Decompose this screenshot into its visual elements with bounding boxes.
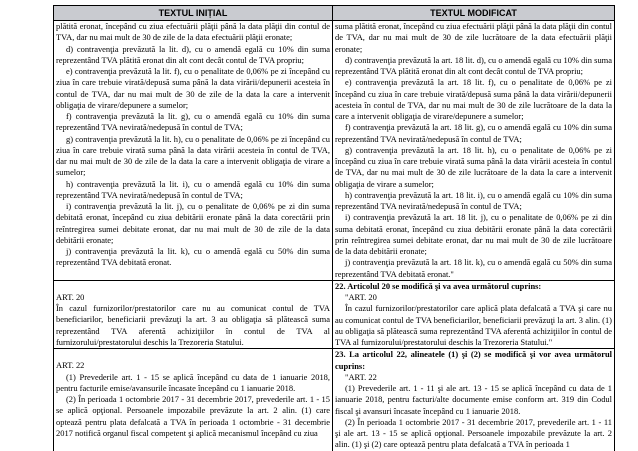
table-row — [54, 349, 615, 451]
header-row — [54, 6, 615, 21]
paragraph: g) contravenţia prevăzută la art. 18 lit. h), cu o penalitate de 0,06% pe zi începând cu ziua în care trebuie virată suma până la data virării acesteia în contul de TVA, dar nu mai mult de 30 de zile lucrătoare de la data la care a intervenit obligaţia de virare a sumelor; — [335, 144, 612, 189]
article-heading: "ART. 22 — [345, 371, 377, 382]
paragraph: d) contravenţia prevăzută la lit. d), cu o amendă egală cu 10% din suma reprezentând TVA plătită eronat din alt cont decât contul de TVA propriu; — [56, 43, 330, 65]
paragraph: e) contravenţia prevăzută la art. 18 lit. f), cu o penalitate de 0,06% pe zi începând cu ziua în care trebuie virată/depusă suma până la data virării/depunerii acesteia în contul de TVA, dar nu mai mult de 30 de zile lucrătoare de la data la care a intervenit obligaţia de virare/depunere a sumelor; — [335, 77, 612, 121]
amendment-title: 23. La articolul 22, alineatele (1) şi (2) se modifică şi vor avea următorul cuprins: — [335, 349, 612, 371]
paragraph: (1) Prevederile art. 1 - 11 şi ale art. 13 - 15 se aplică începând cu data de 1 ianuarie 2018, pentru facturi/alte documente emise conform art. 319 din Codul fiscal şi avansuri încasate începând cu 1 ianuarie 2018. — [335, 383, 612, 416]
paragraph: j) contravenţia prevăzută la art. 18 lit. k), cu o amendă egală cu 50% din suma reprezentând TVA debitată eronat." — [335, 257, 612, 279]
paragraph: d) contravenţia prevăzută la art. 18 lit. d), cu o amendă egală cu 10% din suma reprezentând TVA plătită eronat din alt cont decât contul de TVA propriu; — [335, 54, 612, 76]
paragraph: i) contravenţia prevăzută la lit. j), cu o penalitate de 0,06% pe zi din suma debitată eronat, începând cu ziua debitării eronate până la data corectării prin reîntregirea sumei debitate eronat, dar nu mai mult de 30 de zile de la data debitării eronate; — [56, 201, 330, 245]
paragraph: g) contravenţia prevăzută la lit. h), cu o penalitate de 0,06% pe zi începând cu ziua în care trebuie virată suma până la data virării acesteia în contul de TVA, dar nu mai mult de 30 de zile de la data la care a intervenit obligaţia de virare a sumelor; — [56, 133, 330, 178]
header-initial-text: TEXTUL INIȚIAL — [54, 6, 333, 21]
paragraph: h) contravenţia prevăzută la lit. i), cu o amendă egală cu 10% din suma reprezentând TVA nevirată/nedepusă în contul de TVA; — [56, 178, 330, 200]
spacer — [56, 281, 330, 292]
paragraph: f) contravenţia prevăzută la lit. g), cu o amendă egală cu 10% din suma reprezentând TVA nevirată/nedepusă în contul de TVA; — [56, 111, 330, 133]
paragraph: suma plătită eronat, începând cu ziua efectuării plăţii până la data plăţii din contul de TVA, dar nu mai mult de 30 de zile lucrătoare de la data efectuării plăţii eronate; — [335, 21, 612, 54]
table-row — [54, 21, 615, 281]
initial-cell — [54, 21, 333, 281]
table-row — [54, 280, 615, 349]
paragraph: În cazul furnizorilor/prestatorilor care nu au comunicat contul de TVA beneficiarilor, beneficiarii prevăzuţi la art. 3 au obligaţia să plătească suma reprezentând TVA aferentă achiziţiilor în contul de TVA al furnizorului/prestatorului deschis la Trezoreria Statului. — [56, 303, 330, 347]
spacer — [56, 349, 330, 360]
header-modified-text: TEXTUL MODIFICAT — [333, 6, 615, 21]
paragraph: f) contravenţia prevăzută la art. 18 lit. g), cu o amendă egală cu 10% din suma reprezentând TVA nevirată/nedepusă în contul de TVA; — [335, 122, 612, 144]
paragraph: e) contravenţia prevăzută la lit. f), cu o penalitate de 0,06% pe zi începând cu ziua în care trebuie virată/depusă suma până la data virării/depunerii acesteia în contul de TVA, dar nu mai mult de 30 de zile de la data la care a intervenit obligaţia de virare/depunere a sumelor; — [56, 66, 330, 110]
article-heading: "ART. 20 — [345, 292, 377, 302]
paragraph: i) contravenţia prevăzută la art. 18 lit. j), cu o penalitate de 0,06% pe zi din suma debitată eronat, începând cu ziua debitării eronate până la data corectării prin reîntregirea sumei debitate eronat, dar nu mai mult de 30 de zile lucrătoare de la data debitării eronate; — [335, 212, 612, 256]
paragraph: plătită eronat, începând cu ziua efectuării plăţii până la data plăţii din contul de TVA, dar nu mai mult de 30 de zile de la data efectuării plăţii eronate; — [56, 21, 330, 43]
article-heading: ART. 20 — [56, 291, 85, 302]
paragraph: (2) În perioada 1 octombrie 2017 - 31 decembrie 2017, prevederile art. 1 - 11 şi ale art. 13 - 15 se aplică opţional. Persoanele impozabile prevăzute la art. 2 alin. (1) şi (2) care optează pentru plata defalcată a TVA în perioada 1 — [335, 416, 612, 450]
paragraph: (1) Prevederile art. 1 - 15 se aplică începând cu data de 1 ianuarie 2018, pentru facturile emise/avansurile încasate începând cu 1 ianuarie 2018. — [56, 371, 330, 393]
paragraph: h) contravenţia prevăzută la art. 18 lit. i), cu o amendă egală cu 10% din suma reprezentând TVA nevirată/nedepusă în contul de TVA; — [335, 189, 612, 211]
paragraph: (2) În perioada 1 octombrie 2017 - 31 decembrie 2017, prevederile art. 1 - 15 se aplică opţional. Persoanele impozabile prevăzute la art. 2 alin. (1) care optează pentru plata defalcată a TVA în perioada 1 octombrie - 31 decembrie 2017 notifică organul fiscal competent şi aplică mecanismul începând cu ziua — [56, 394, 330, 438]
article-heading: ART. 22 — [56, 360, 85, 371]
modified-cell — [333, 349, 615, 451]
initial-cell — [54, 280, 333, 349]
comparison-table — [53, 5, 615, 451]
paragraph: j) contravenţia prevăzută la lit. k), cu o amendă egală cu 50% din suma reprezentând TVA debitată eronat. — [56, 246, 330, 268]
amendment-title: 22. Articolul 20 se modifică şi va avea următorul cuprins: — [335, 280, 542, 291]
initial-cell — [54, 349, 333, 451]
modified-cell — [333, 21, 615, 281]
modified-cell — [333, 280, 615, 349]
paragraph: În cazul furnizorilor/prestatorilor care aplică plata defalcată a TVA şi care nu au comunicat contul de TVA beneficiarilor, beneficiarii prevăzuţi la art. 3 alin. (1) au obligaţia să plătească suma reprezentând TVA aferentă achiziţiilor în contul de TVA al furnizorului/prestatorului deschis la Trezoreria Statului." — [335, 303, 612, 347]
